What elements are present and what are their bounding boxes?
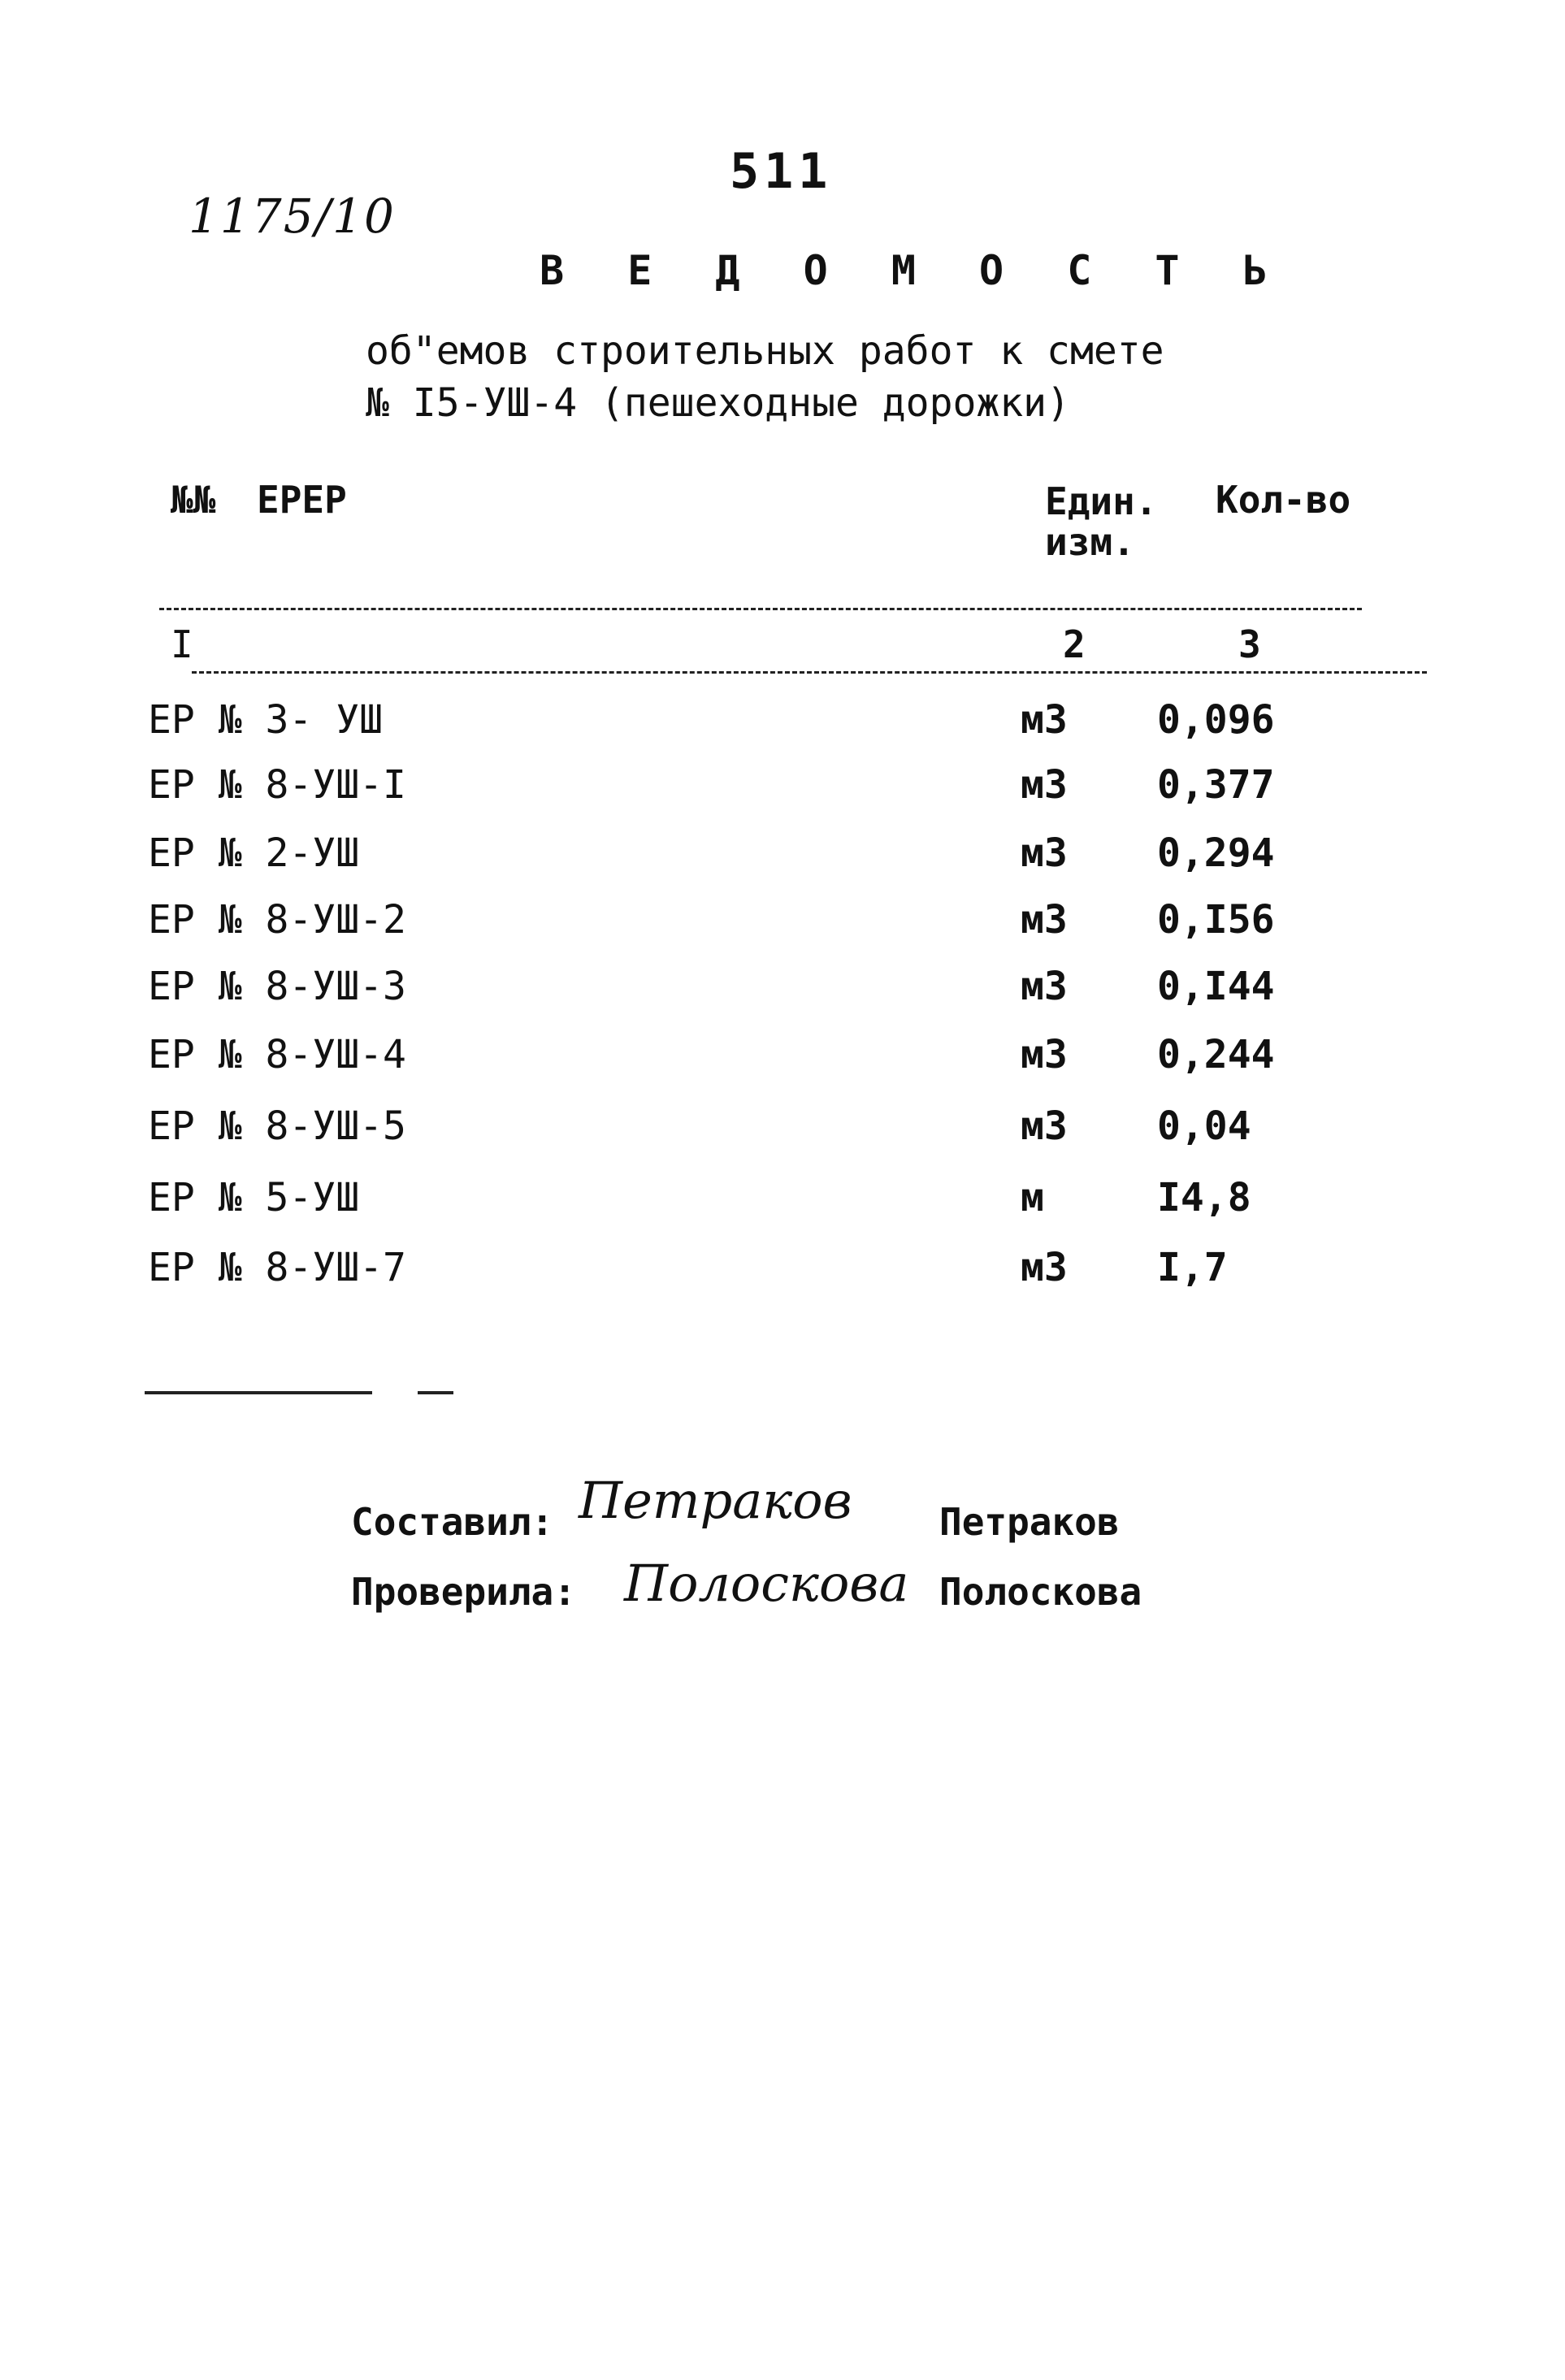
- column-header-quantity: Кол-во: [1216, 478, 1351, 522]
- row-code: ЕР № 2-УШ: [148, 830, 360, 876]
- compiled-by-name: Петраков: [939, 1500, 1120, 1544]
- table-row: [0, 1032, 1565, 1097]
- row-unit: м: [1021, 1175, 1044, 1220]
- row-quantity: 0,04: [1157, 1103, 1251, 1149]
- column-header-number: №№: [171, 478, 216, 522]
- row-quantity: I4,8: [1157, 1175, 1251, 1220]
- table-row: [0, 697, 1565, 762]
- row-code: ЕР № 8-УШ-7: [148, 1245, 406, 1290]
- table-row: [0, 1103, 1565, 1168]
- table-row: [0, 762, 1565, 827]
- table-row: [0, 964, 1565, 1029]
- header-divider-bottom: [192, 671, 1427, 674]
- row-code: ЕР № 5-УШ: [148, 1175, 360, 1220]
- row-code: ЕР № 8-УШ-3: [148, 964, 406, 1009]
- row-unit: м3: [1021, 897, 1068, 943]
- row-quantity: 0,294: [1157, 830, 1275, 876]
- row-quantity: I,7: [1157, 1245, 1228, 1290]
- row-unit: м3: [1021, 1245, 1068, 1290]
- row-unit: м3: [1021, 1032, 1068, 1077]
- checked-by-name: Полоскова: [939, 1570, 1142, 1614]
- page-number: 511: [730, 143, 833, 200]
- row-code: ЕР № 8-УШ-4: [148, 1032, 406, 1077]
- row-quantity: 0,244: [1157, 1032, 1275, 1077]
- column-header-code: ЕРЕР: [257, 478, 347, 522]
- footer-rule-dash: [418, 1391, 453, 1394]
- column-number-3: 3: [1238, 622, 1261, 666]
- row-quantity: 0,I56: [1157, 897, 1275, 943]
- row-quantity: 0,I44: [1157, 964, 1275, 1009]
- row-code: ЕР № 8-УШ-5: [148, 1103, 406, 1149]
- checked-by-signature: Полоскова: [624, 1554, 909, 1613]
- checked-by-label: Проверила:: [351, 1570, 576, 1614]
- column-header-unit-line1: Един.: [1045, 479, 1158, 523]
- compiled-by-signature: Петраков: [579, 1471, 852, 1530]
- row-quantity: 0,096: [1157, 697, 1275, 743]
- row-code: ЕР № 3- УШ: [148, 697, 383, 743]
- row-unit: м3: [1021, 1103, 1068, 1149]
- column-number-2: 2: [1063, 622, 1086, 666]
- column-number-1: I: [171, 622, 193, 666]
- table-row: [0, 1175, 1565, 1240]
- header-divider-top: [159, 608, 1362, 610]
- row-unit: м3: [1021, 762, 1068, 808]
- row-unit: м3: [1021, 697, 1068, 743]
- table-row: [0, 1245, 1565, 1310]
- footer-rule: [145, 1391, 372, 1394]
- row-code: ЕР № 8-УШ-2: [148, 897, 406, 943]
- table-row: [0, 830, 1565, 895]
- compiled-by-label: Составил:: [351, 1500, 554, 1544]
- file-code: 1175/10: [189, 189, 396, 244]
- subtitle-line-1: об"емов строительных работ к смете: [366, 328, 1164, 374]
- document-title: В Е Д О М О С Т Ь: [540, 247, 1287, 294]
- row-unit: м3: [1021, 830, 1068, 876]
- column-header-unit-line2: изм.: [1045, 520, 1135, 564]
- subtitle-line-2: № I5-УШ-4 (пешеходные дорожки): [366, 380, 1070, 426]
- row-unit: м3: [1021, 964, 1068, 1009]
- row-quantity: 0,377: [1157, 762, 1275, 808]
- table-row: [0, 897, 1565, 962]
- row-code: ЕР № 8-УШ-I: [148, 762, 406, 808]
